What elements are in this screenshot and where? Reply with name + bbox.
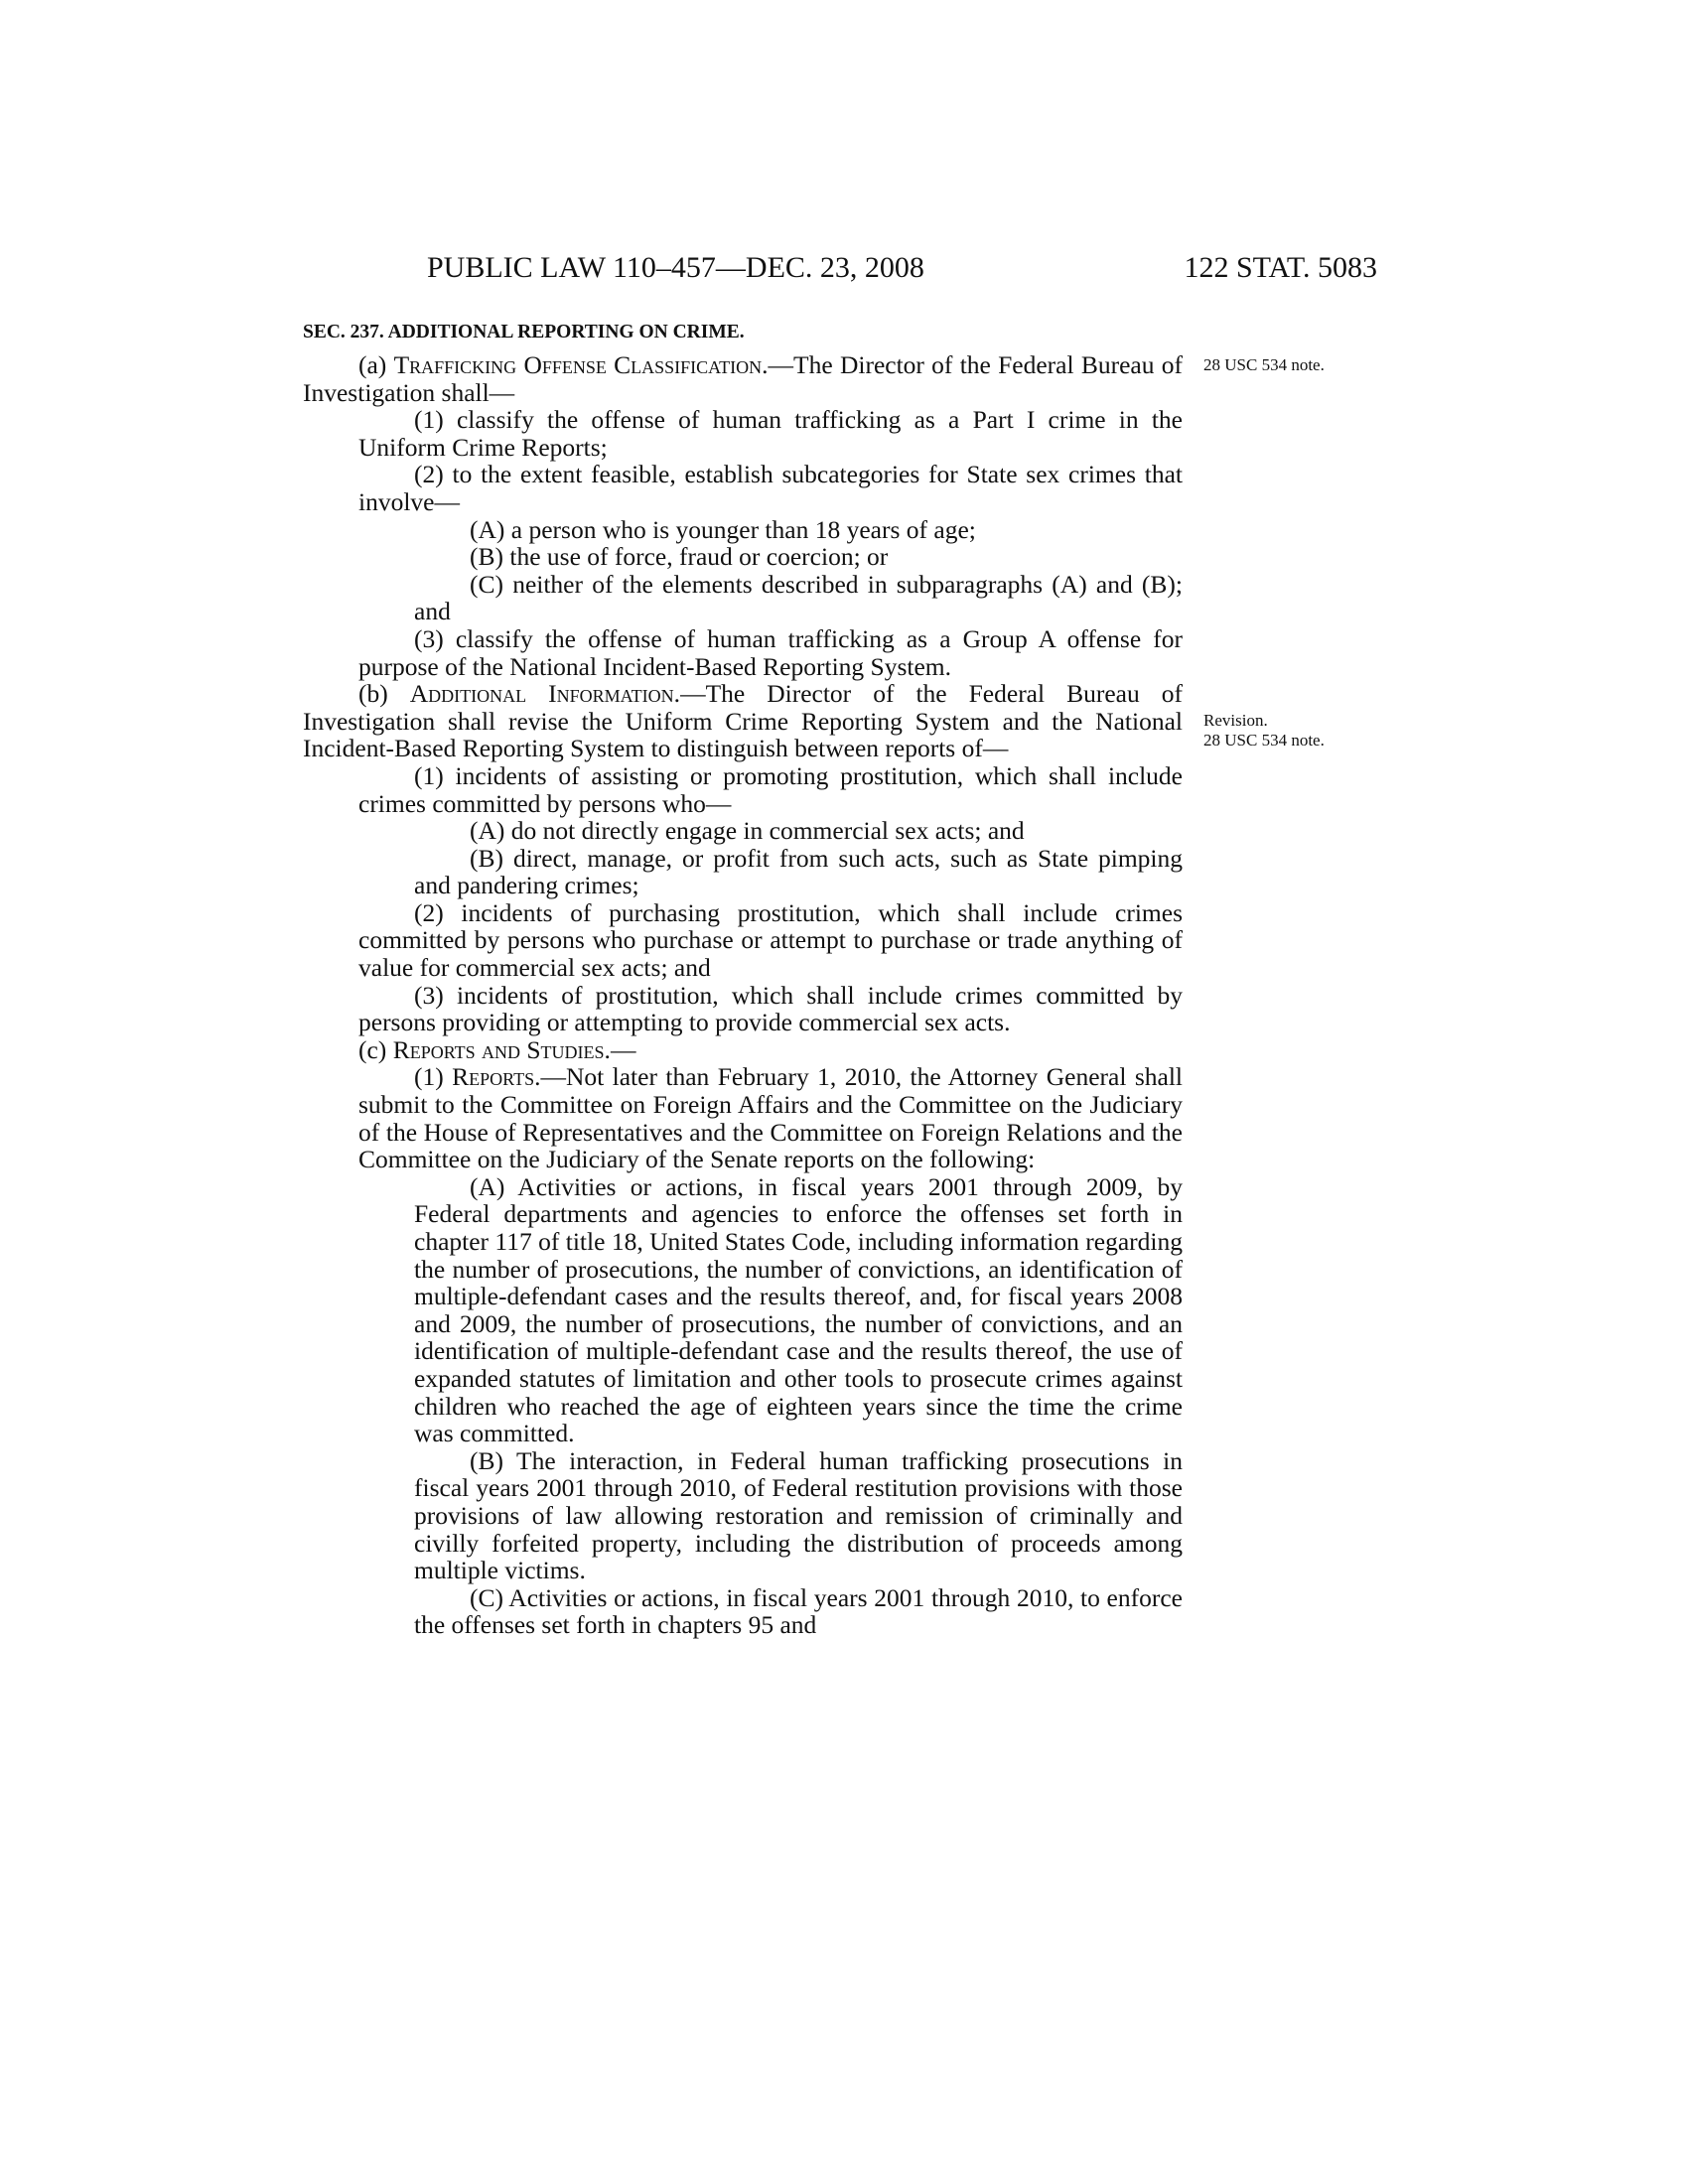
margin-note-line: Revision. <box>1203 711 1268 730</box>
paragraph-b-1: (1) incidents of assisting or promoting prostitution, which shall include crimes committed by persons who— <box>358 760 1183 818</box>
margin-note-line: 28 USC 534 note. <box>1203 731 1325 750</box>
subsection-b <box>303 680 1183 762</box>
section-body <box>303 351 1183 1639</box>
subsection-heading: Trafficking Offense Classification. <box>393 350 769 379</box>
paragraph-heading: Reports. <box>452 1062 541 1092</box>
subparagraph-a-2-B: (B) the use of force, fraud or coercion; or <box>470 542 889 572</box>
paragraph-a-1: (1) classify the offense of human trafficking as a Part I crime in the Uniform Crime Reports; <box>358 405 1183 462</box>
subparagraph-a-2-A: (A) a person who is younger than 18 years of age; <box>470 514 976 544</box>
subparagraph-c-1-A: (A) Activities or actions, in fiscal years 2001 through 2009, by Federal departments and agencies to enforce the offenses set forth in chapter 117 of title 18, United States Code, including information regarding the number of prosecutions, the number of convictions, an identification of multiple-defendant cases and the results thereof, and, for fiscal years 2008 and 2009, the number of prosecutions, the number of convictions, and an identification of multiple-defendant case and the results thereof, the use of expanded statutes of limitation and other tools to prosecute crimes against children who reached the age of eighteen years since the time the crime was committed. <box>414 1171 1183 1448</box>
subparagraph-c-1-C: (C) Activities or actions, in fiscal years 2001 through 2010, to enforce the offenses set forth in chapters 95 and <box>414 1582 1183 1640</box>
statute-page-number: 122 STAT. 5083 <box>1184 251 1377 284</box>
paragraph-b-2: (2) incidents of purchasing prostitution, which shall include crimes committed by persons who purchase or attempt to purchase or trade anything of value for commercial sex acts; and <box>358 897 1183 983</box>
subsection-a: (a) Trafficking Offense Classification.—The Director of the Federal Bureau of Investigation shall— <box>303 350 1183 407</box>
paragraph-a-2: (2) to the extent feasible, establish subcategories for State sex crimes that involve— <box>358 460 1183 516</box>
running-head <box>427 248 1377 288</box>
subsection-c <box>303 1036 1183 1064</box>
subsection-heading: Additional Information. <box>409 679 681 709</box>
paragraph-c-1 <box>303 1063 1183 1172</box>
subparagraph-c-1-B: (B) The interaction, in Federal human trafficking prosecutions in fiscal years 2001 through 2010, of Federal restitution provisions with those provisions of law allowing restoration and remission of criminally and civilly forfeited property, including the distribution of proceeds among multiple victims. <box>414 1445 1183 1585</box>
paragraph-b-3: (3) incidents of prostitution, which shall include crimes committed by persons providing or attempting to provide commercial sex acts. <box>358 980 1183 1037</box>
subsection-text: — <box>610 1034 636 1064</box>
margin-note-line: 28 USC 534 note. <box>1203 355 1325 374</box>
paragraph-a-3: (3) classify the offense of human trafficking as a Group A offense for purpose of the National Incident-Based Reporting System. <box>358 623 1183 681</box>
section-heading: SEC. 237. ADDITIONAL REPORTING ON CRIME. <box>303 322 745 342</box>
margin-note-revision <box>1203 711 1325 751</box>
subsection-label: (b) <box>358 679 410 709</box>
subsection-text: —The Director of the Federal Bureau of Investigation shall— <box>303 350 1183 407</box>
subparagraph-a-2-C: (C) neither of the elements described in subparagraphs (A) and (B); and <box>414 569 1183 626</box>
subsection-heading: Reports and Studies. <box>392 1034 611 1064</box>
paragraph-label: (1) <box>414 1062 453 1092</box>
paragraph-text: —Not later than February 1, 2010, the Attorney General shall submit to the Committee on Foreign Affairs and the Committee on the Judiciary of the House of Representatives and the Committee on Foreign Relations and the Committee on the Judiciary of the Senate reports on the following: <box>358 1062 1184 1174</box>
subsection-text: —The Director of the Federal Bureau of Investigation shall revise the Uniform Crime Reporting System and the National Incident-Based Reporting System to distinguish between reports of— <box>303 679 1184 763</box>
subsection-label: (c) <box>358 1034 393 1064</box>
subparagraph-b-1-A: (A) do not directly engage in commercial sex acts; and <box>470 816 1025 846</box>
margin-note-codification <box>1203 355 1325 375</box>
public-law-citation: PUBLIC LAW 110–457—DEC. 23, 2008 <box>427 251 924 284</box>
subparagraph-b-1-B: (B) direct, manage, or profit from such acts, such as State pimping and pandering crimes; <box>414 843 1183 900</box>
